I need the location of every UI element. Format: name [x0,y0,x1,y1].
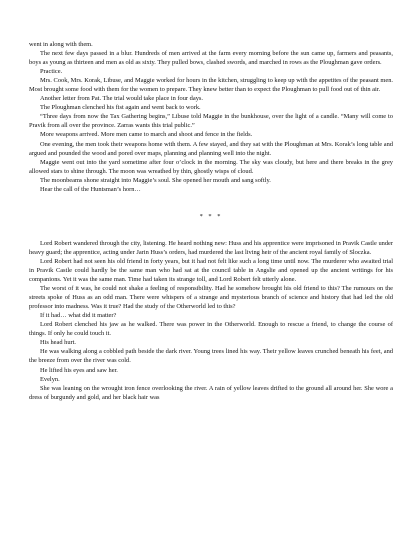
paragraph: She was leaning on the wrought iron fence overlooking the river. A rain of yellow leaves drifted to the ground all around her. She wore a dress of burgundy and gold, and her black hair was [29,384,393,401]
section-break: * * * [199,212,223,220]
paragraph: One evening, the men took their weapons home with them. A few stayed, and they sat with the Ploughman at Mrs. Korak’s long table and argued and pounded the wood and pored over maps, planning and planning well into the night. [29,140,393,157]
paragraph: Practice. [40,68,63,76]
paragraph: went in along with them. [29,41,93,48]
paragraph: More weapons arrived. More men came to march and shoot and fence in the fields. [40,131,253,139]
paragraph: The Ploughman clenched his fist again and went back to work. [40,104,201,112]
paragraph: Hear the call of the Huntsman’s horn… [40,185,141,193]
paragraph: Lord Robert wandered through the city, listening. He heard nothing new: Huss and his apprentice were imprisoned in Pravik Castle under heavy guard; the apprentice, acting under Jarin Huss’s orders, had murdered the last living heir of the ancient royal family of Sloczka. [29,239,393,256]
paragraph: He was walking along a cobbled path beside the dark river. Young trees lined his way. Their yellow leaves crunched beneath his feet, and the breeze from over the river was cold. [29,348,393,365]
paragraph: His head hurt. [40,339,77,347]
paragraph: Maggie went out into the yard sometime after four o’clock in the morning. The sky was cloudy, but here and there breaks in the grey allowed stars to shine through. The moon was wreathed by thin, ghostly wisps of cloud. [29,158,393,175]
paragraph: Another letter from Pat. The trial would take place in four days. [40,95,203,103]
paragraph: Lord Robert had not seen his old friend in forty years, but it had not felt like such a long time until now. The murderer who awaited trial in Pravik Castle could hardly be the same man who had sat at the council table in Angslie and opened up the ancient writings for his companions. Yet it was the same man. Time had taken its strange toll, and Lord Robert felt utterly alone. [29,257,393,284]
paragraph: “Three days from now the Tax Gathering begins,” Libuse told Maggie in the bunkhouse, over the light of a candle. “Many will come to Pravik from all over the province. Zarras wants this trial public.” [29,113,393,130]
paragraph: The next few days passed in a blur. Hundreds of men arrived at the farm every morning before the sun came up, farmers and peasants, boys as young as thirteen and men as old as sixty. They pulled bows, clashed swords, and marched in rows as the Ploughman gave orders. [29,50,393,67]
paragraph: Mrs. Cook, Mrs. Korak, Libuse, and Maggie worked for hours in the kitchen, struggling to keep up with the appetites of the peasant men. Most brought some food with them for the women to prepare. They knew better than to expect the Ploughman to pull food out of thin air. [29,77,393,94]
book-page [29,40,393,402]
paragraph: He lifted his eyes and saw her. [40,366,118,374]
paragraph: Evelyn. [40,375,60,383]
text-block-after-break [29,239,393,402]
paragraph: Lord Robert clenched his jaw as he walked. There was power in the Otherworld. Enough to rescue a friend, to change the course of things. If only he could touch it. [29,321,393,338]
paragraph: The worst of it was, he could not shake a feeling of responsibility. Had he somehow brought his old friend to this? The rumours on the streets spoke of Huss as an odd man. There were whispers of a strange and mysterious branch of science and history that had led the old professor into madness. Was it true? Had the study of the Otherworld led to this? [29,285,393,311]
paragraph: If it had… what did it matter? [40,312,117,320]
text-block-before-break [29,40,393,194]
paragraph: The moonbeams shone straight into Maggie’s soul. She opened her mouth and sang softly. [40,176,271,184]
